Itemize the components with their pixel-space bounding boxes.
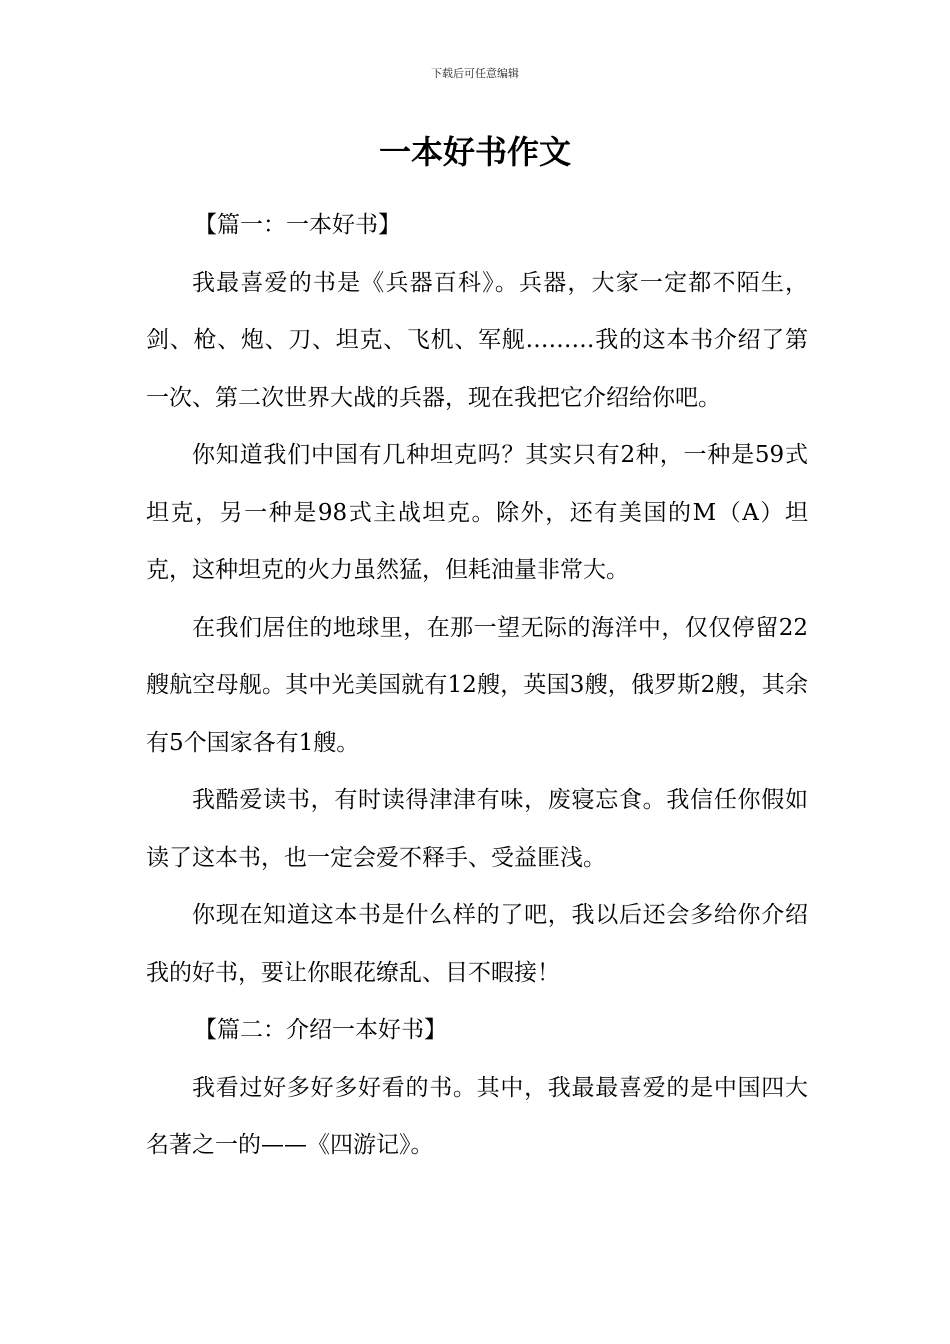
paragraph: 在我们居住的地球里，在那一望无际的海洋中，仅仅停留22艘航空母舰。其中光美国就有12艘，英国3艘，俄罗斯2艘，其余有5个国家各有1艘。	[146, 614, 808, 756]
section-1	[146, 197, 808, 1002]
section-heading: 【篇一：一本好书】	[194, 212, 401, 238]
paragraph: 你现在知道这本书是什么样的了吧，我以后还会多给你介绍我的好书，要让你眼花缭乱、目不暇接！	[146, 902, 808, 986]
paragraph: 我看过好多好多好看的书。其中，我最最喜爱的是中国四大名著之一的——《四游记》。	[146, 1074, 808, 1158]
page-header-note: 下载后可任意编辑	[431, 67, 519, 80]
paragraph: 我酷爱读书，有时读得津津有味，废寝忘食。我信任你假如读了这本书，也一定会爱不释手、受益匪浅。	[146, 787, 808, 871]
paragraph: 我最喜爱的书是《兵器百科》。兵器，大家一定都不陌生，剑、枪、炮、刀、坦克、飞机、军舰………我的这本书介绍了第一次、第二次世界大战的兵器，现在我把它介绍给你吧。	[146, 269, 808, 411]
section-2	[146, 1002, 808, 1175]
document-title: 一本好书作文	[378, 133, 571, 171]
document-body	[146, 197, 808, 1175]
paragraph: 你知道我们中国有几种坦克吗？其实只有2种，一种是59式坦克，另一种是98式主战坦克。除外，还有美国的M（A）坦克，这种坦克的火力虽然猛，但耗油量非常大。	[146, 442, 808, 583]
section-heading: 【篇二：介绍一本好书】	[194, 1017, 447, 1043]
